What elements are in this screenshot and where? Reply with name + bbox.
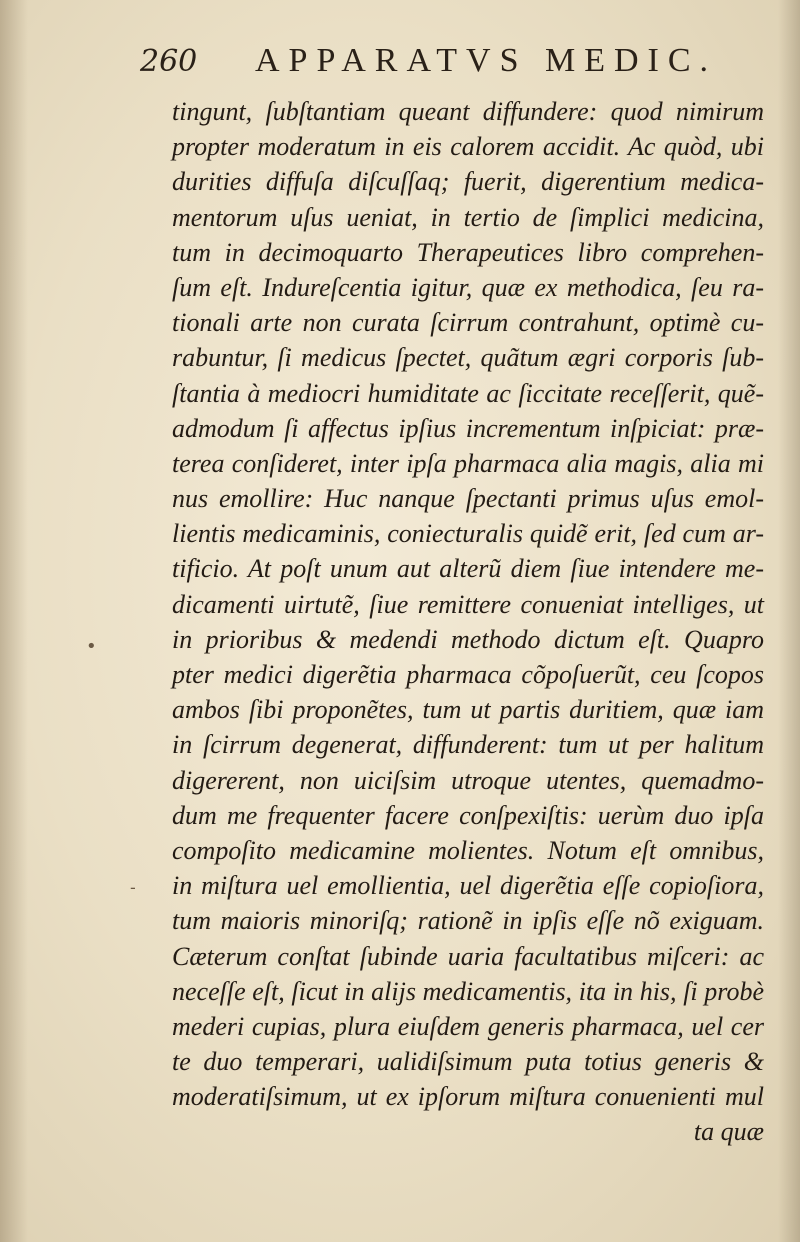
running-title: APPARATVS MEDIC. [255,42,718,79]
text-line: ſum eſt. Indureſcentia igitur, quæ ex methodica, ſeu ra- [172,272,764,302]
text-line: te duo temperari, ualidiſsimum puta totius generis & [172,1047,764,1077]
text-line: tum in decimoquarto Therapeutices libro comprehen- [172,237,764,267]
page-edge-shadow [778,0,800,1242]
text-line: digererent, non uiciſsim utroque utentes, quemadmo- [172,765,764,795]
text-line: dum me frequenter facere conſpexiſtis: uerùm duo ipſa [172,800,764,830]
text-line: compoſito medicamine molientes. Notum eſt omnibus, [172,835,764,865]
text-line: tingunt, ſubſtantiam queant diffundere: quod nimirum [172,97,764,126]
text-line: durities diffuſa diſcuſſaq; fuerit, digerentium medica- [172,167,764,197]
text-line: ambos ſibi proponẽtes, tum ut partis duritiem, quæ iam [172,695,764,725]
text-line: mentorum uſus ueniat, in tertio de ſimplici medicina, [172,202,764,232]
gutter-shadow [0,0,28,1242]
text-line: ſtantia à mediocri humiditate ac ſiccitate receſſerit, quẽ- [172,378,764,408]
text-line: in miſtura uel emollientia, uel digerẽtia eſſe copioſiora, [172,871,764,901]
margin-dot-mark: • [86,636,97,657]
text-line: rabuntur, ſi medicus ſpectet, quãtum ægri corporis ſub- [172,343,764,373]
text-line: in ſcirrum degenerat, diffunderent: tum ut per halitum [172,730,764,760]
text-line: tionali arte non curata ſcirrum contrahunt, optimè cu- [172,308,764,338]
text-line: dicamenti uirtutẽ, ſiue remittere conueniat intelliges, ut [172,589,764,619]
text-line: tum maioris minoriſq; rationẽ in ipſis eſſe nõ exiguam. [172,906,764,936]
text-line: moderatiſsimum, ut ex ipſorum miſtura conuenienti mul [172,1082,764,1112]
text-line: pter medici digerẽtia pharmaca cõpoſuerũt, ceu ſcopos [172,660,764,689]
text-line: propter moderatum in eis calorem accidit. Ac quòd, ubi [172,132,764,162]
text-line: nus emollire: Huc nanque ſpectanti primus uſus emol- [172,484,764,514]
text-line: neceſſe eſt, ſicut in alijs medicamentis, ita in his, ſi probè [172,976,764,1006]
text-line: in prioribus & medendi methodo dictum eſt. Quapro [172,624,764,654]
text-line: Cæterum conſtat ſubinde uaria facultatibus miſceri: ac [172,941,764,971]
running-head [140,42,760,88]
catchword: ta quæ [693,1117,764,1147]
text-line: tificio. At poſt unum aut alterũ diem ſiue intendere me- [172,554,764,584]
page-number: 260 [140,44,198,79]
margin-dash-mark: - [130,878,136,897]
body-text [172,94,764,1150]
text-line: terea conſideret, inter ipſa pharmaca alia magis, alia mi [172,448,764,478]
text-line: admodum ſi affectus ipſius incrementum inſpiciat: præ- [172,413,764,443]
text-line: mederi cupias, plura eiuſdem generis pharmaca, uel cer [172,1011,764,1041]
text-line: lientis medicaminis, coniecturalis quidẽ erit, ſed cum ar- [172,519,764,549]
